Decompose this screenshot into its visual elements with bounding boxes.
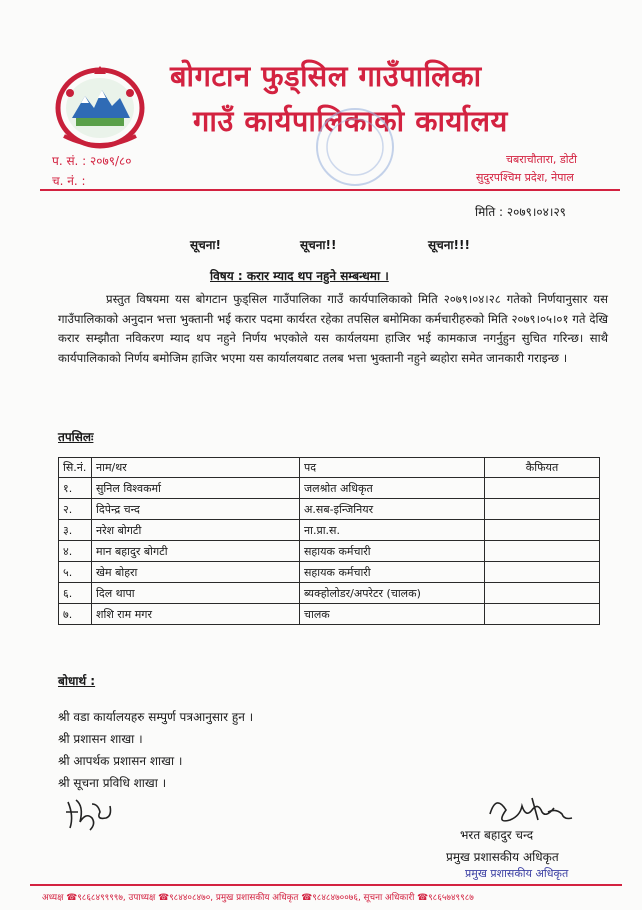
cell-name: मान बहादुर बोगटी bbox=[92, 541, 300, 562]
office-stamp-icon bbox=[300, 105, 410, 190]
tapasil-heading: तपसिलः bbox=[58, 430, 94, 444]
office-title-line1: बोगटान फुड्सिल गाउँपालिका bbox=[170, 59, 482, 93]
table-row bbox=[59, 583, 600, 604]
table-row bbox=[59, 520, 600, 541]
table-row bbox=[59, 562, 600, 583]
signer-designation: प्रमुख प्रशासकीय अधिकृत bbox=[446, 850, 559, 864]
cc-item: श्री वडा कार्यालयहरु सम्पुर्ण पत्रआनुसार हुन । bbox=[58, 710, 254, 724]
cell-serial: १. bbox=[59, 478, 92, 499]
cell-serial: ४. bbox=[59, 541, 92, 562]
table-row bbox=[59, 499, 600, 520]
cell-post: जलश्रोत अधिकृत bbox=[300, 478, 485, 499]
cell-name: खेम बोहरा bbox=[92, 562, 300, 583]
body-paragraph: प्रस्तुत विषयमा यस बोगटान फुड्सिल गाउँपालिका गाउँ कार्यपालिकाको मिति २०७९।०४।२८ गतेको निर्णयानुसार यस गाउँपालिकाको अनुदान भत्ता भुक्तानी भई करार पदमा कार्यरत रहेका तपसिल बमोमिका कर्मचारीहरुको मिति २०७९।०५।०१ गते देखि करार सम्झौता नविकरण म्याद थप नहुने निर्णय भएकोले यस कार्यलयमा हाजिर भई कामकाज नगर्नुहुन सुचित गरिन्छ। साथै कार्यपालिकाको निर्णय बमोजिम हाजिर भएमा यस कार्यालयबाट तलब भत्ता भुक्तानी नहुने ब्यहोरा समेत जानकारी गराइन्छ । bbox=[58, 292, 608, 365]
right-signature-icon bbox=[470, 790, 585, 828]
employee-table bbox=[58, 457, 600, 625]
footer-contacts: अध्यक्ष ☎९८६८४९९९९७, उपाध्यक्ष ☎९८४४०८४७०, प्रमुख प्रशासकीय अधिकृत ☎९८४८४७००७६, सूचना अधिकारी ☎९८६५७४९९८७ bbox=[42, 893, 474, 903]
address-line2: सुदुरपश्चिम प्रदेश, नेपाल bbox=[476, 171, 574, 184]
cell-post: अ.सब-इन्जिनियर bbox=[300, 499, 485, 520]
table-header-row bbox=[59, 458, 600, 478]
col-header-remarks: कैफियत bbox=[485, 458, 600, 478]
col-header-post: पद bbox=[300, 458, 485, 478]
bodhartha-heading: बोधार्थ : bbox=[58, 674, 96, 688]
nepal-emblem-icon bbox=[50, 58, 150, 153]
office-title-line2: गाउँ कार्यपालिकाको कार्यालय bbox=[193, 104, 508, 138]
notice-label-3: सूचना!!! bbox=[428, 238, 470, 252]
cc-item: श्री सूचना प्रविधि शाखा । bbox=[58, 776, 167, 790]
chalani-number: च. नं. : bbox=[52, 174, 86, 188]
letter-body bbox=[58, 290, 608, 368]
cell-post: सहायक कर्मचारी bbox=[300, 562, 485, 583]
cell-post: सहायक कर्मचारी bbox=[300, 541, 485, 562]
cell-serial: ७. bbox=[59, 604, 92, 625]
cc-item: श्री प्रशासन शाखा । bbox=[58, 732, 143, 746]
cell-remarks bbox=[485, 499, 600, 520]
footer-divider bbox=[30, 884, 622, 886]
cell-name: दिपेन्द्र चन्द bbox=[92, 499, 300, 520]
cell-post: ब्यक्होलोडर/अपरेटर (चालक) bbox=[300, 583, 485, 604]
cell-remarks bbox=[485, 562, 600, 583]
col-header-serial: सि.नं. bbox=[59, 458, 92, 478]
table-row bbox=[59, 604, 600, 625]
cell-serial: ५. bbox=[59, 562, 92, 583]
letter-date: मिति : २०७९।०४।२९ bbox=[475, 205, 566, 219]
cell-remarks bbox=[485, 604, 600, 625]
cell-remarks bbox=[485, 583, 600, 604]
cell-name: शशि राम मगर bbox=[92, 604, 300, 625]
signer-stamp: प्रमुख प्रशासकीय अधिकृत bbox=[465, 867, 569, 880]
cell-name: सुनिल विश्वकर्मा bbox=[92, 478, 300, 499]
cell-serial: २. bbox=[59, 499, 92, 520]
letter-subject: विषय : करार म्याद थप नहुने सम्बन्धमा । bbox=[210, 269, 389, 283]
col-header-name: नाम/थर bbox=[92, 458, 300, 478]
address-line1: चबराचौतारा, डोटी bbox=[506, 153, 578, 166]
table-row bbox=[59, 478, 600, 499]
cc-item: श्री आपर्थक प्रशासन शाखा । bbox=[58, 754, 183, 768]
header-divider bbox=[40, 189, 620, 191]
patra-sankhya: प. सं. : २०७९/८० bbox=[52, 154, 132, 168]
signer-name: भरत बहादुर चन्द bbox=[460, 828, 534, 842]
cell-remarks bbox=[485, 520, 600, 541]
table-row bbox=[59, 541, 600, 562]
cell-remarks bbox=[485, 478, 600, 499]
cell-name: नरेश बोगटी bbox=[92, 520, 300, 541]
left-signature-icon bbox=[62, 790, 122, 832]
cell-remarks bbox=[485, 541, 600, 562]
cell-serial: ६. bbox=[59, 583, 92, 604]
cell-name: दिल थापा bbox=[92, 583, 300, 604]
notice-label-2: सूचना!! bbox=[300, 238, 337, 252]
cell-post: ना.प्रा.स. bbox=[300, 520, 485, 541]
notice-label-1: सूचना! bbox=[190, 238, 221, 252]
cell-post: चालक bbox=[300, 604, 485, 625]
cell-serial: ३. bbox=[59, 520, 92, 541]
